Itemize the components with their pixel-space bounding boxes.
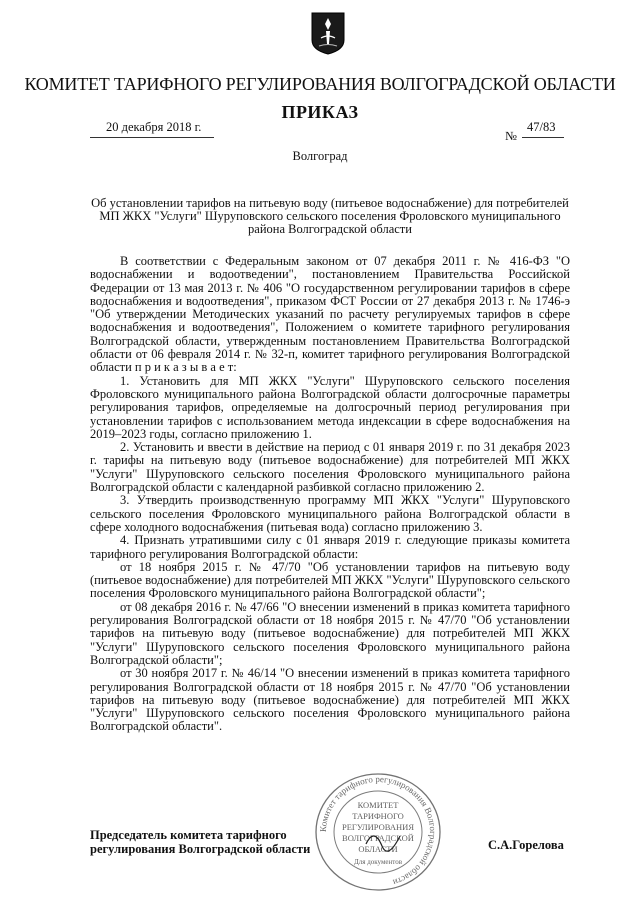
order-date: 20 декабря 2018 г. [106, 120, 202, 134]
preamble-paragraph: В соответствии с Федеральным законом от 07 декабря 2011 г. № 416-ФЗ "О водоснабжении и водоотведении", постановлением Правительства Российской Федерации от 13 мая 2013 г. № 406 "О государственном регулировании тарифов в сфере водоснабжения и водоотведения", приказом ФСТ России от 27 декабря 2013 г. № 1746-э "Об утверждении Методических указаний по расчету регулируемых тарифов в сфере водоснабжения и водоотведения", Положением о комитете тарифного регулирования Волгоградской области, утвержденным постановлением Правительства Волгоградской области от 06 февраля 2014 г. № 32-п, комитет тарифного регулирования Волгоградской области п р и к а з ы в а е т: [90, 254, 570, 375]
document-type-title: ПРИКАЗ [281, 102, 359, 122]
stamp-seal-icon [308, 772, 448, 892]
official-stamp [308, 772, 448, 892]
repealed-order-3: от 30 ноября 2017 г. № 46/14 "О внесении изменений в приказ комитета тарифного регулирования Волгоградской области от 18 ноября 2015 г. № 47/70 "Об установлении тарифов на питьевую воду (питьевое водоснабжение) для потребителей МП ЖКХ "Услуги" Шуруповского сельского поселения Фроловского муниципального района Волгоградской области". [90, 666, 570, 734]
city: Волгоград [292, 149, 348, 163]
stamp-ring-text: Комитет тарифного регулирования Волгоградской области [317, 773, 439, 888]
stamp-line-1: КОМИТЕТ [357, 800, 399, 810]
order-body [90, 255, 570, 734]
item-4-paragraph: 4. Признать утратившими силу с 01 января 2019 г. следующие приказы комитета тарифного регулирования Волгоградской области: [90, 533, 570, 561]
coat-of-arms-emblem [309, 10, 347, 56]
item-2-paragraph: 2. Установить и ввести в действие на период с 01 января 2019 г. по 31 декабря 2023 г. тарифы на питьевую воду (питьевое водоснабжение) для потребителей МП ЖКХ "Услуги" Шуруповского сельского поселения Фроловского муниципального района Волгоградской области с календарной разбивкой согласно приложению 2. [90, 440, 570, 495]
signatory-title-line1: Председатель комитета тарифного [90, 828, 287, 842]
stamp-line-5: ОБЛАСТИ [358, 844, 398, 854]
repealed-order-2: от 08 декабря 2016 г. № 47/66 "О внесении изменений в приказ комитета тарифного регулирования Волгоградской области от 18 ноября 2015 г. № 47/70 "Об установлении тарифов на питьевую воду (питьевое водоснабжение) для потребителей МП ЖКХ "Услуги" Шуруповского сельского поселения Фроловского муниципального района Волгоградской области"; [90, 599, 570, 667]
item-1-paragraph: 1. Установить для МП ЖКХ "Услуги" Шуруповского сельского поселения Фроловского муниципального района Волгоградской области долгосрочные параметры регулирования тарифов, определяемые на долгосрочный период регулирования при установлении тарифов с использованием метода индексации в сфере водоснабжения на 2019–2023 годы, согласно приложению 1. [90, 373, 570, 441]
date-underline [90, 137, 214, 138]
emblem-icon [309, 10, 347, 56]
repealed-order-1: от 18 ноября 2015 г. № 47/70 "Об установлении тарифов на питьевую воду (питьевое водоснабжение) для потребителей МП ЖКХ "Услуги" Шуруповского сельского поселения Фроловского муниципального района Волгоградской области"; [90, 559, 570, 601]
signatory-name: С.А.Горелова [488, 838, 564, 852]
item-3-paragraph: 3. Утвердить производственную программу МП ЖКХ "Услуги" Шуруповского сельского поселения Фроловского муниципального района Волгоградской области в сфере холодного водоснабжения (питьевая вода) согласно приложению 3. [90, 493, 570, 534]
stamp-line-4: ВОЛГОГРАДСКОЙ [342, 833, 414, 843]
order-subject: Об установлении тарифов на питьевую воду (питьевое водоснабжение) для потребителей МП ЖКХ "Услуги" Шуруповского сельского поселения Фроловского муниципального района Волгоградской области [91, 196, 569, 236]
number-underline [522, 137, 564, 138]
signatory-title-line2: регулирования Волгоградской области [90, 842, 311, 856]
stamp-line-2: ТАРИФНОГО [352, 811, 404, 821]
signatory-title [90, 828, 310, 856]
number-sign: № [505, 129, 517, 143]
order-number: 47/83 [527, 120, 556, 134]
stamp-line-3: РЕГУЛИРОВАНИЯ [342, 822, 414, 832]
stamp-line-6: Для документов [353, 858, 403, 866]
committee-name: КОМИТЕТ ТАРИФНОГО РЕГУЛИРОВАНИЯ ВОЛГОГРАДСКОЙ ОБЛАСТИ [24, 74, 616, 94]
